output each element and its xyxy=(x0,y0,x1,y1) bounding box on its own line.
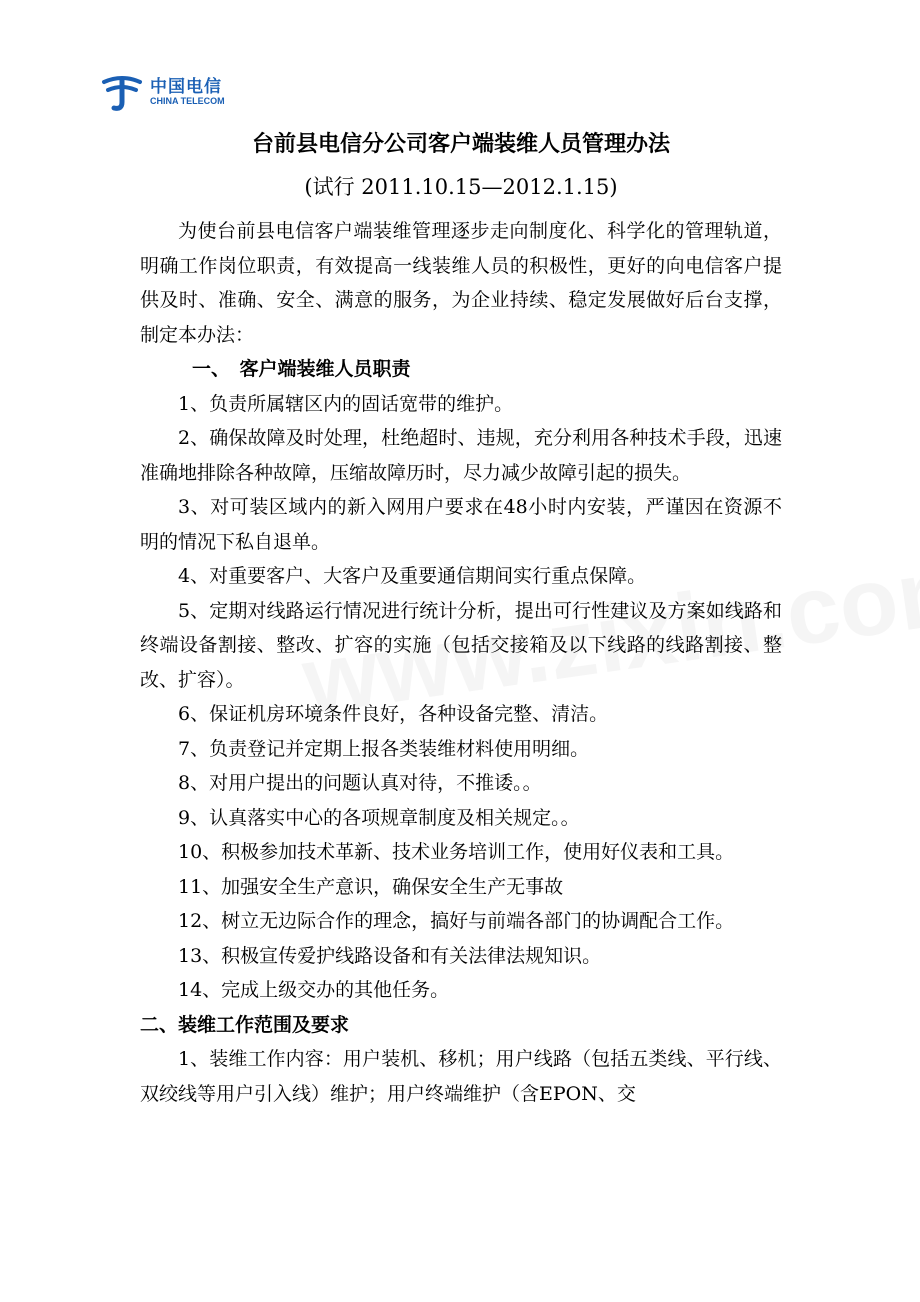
duty-item: 7、负责登记并定期上报各类装维材料使用明细。 xyxy=(178,737,590,760)
document-subtitle: (试行 2011.10.15—2012.1.15) xyxy=(304,175,618,199)
section-heading-duties: 一、 客户端装维人员职责 xyxy=(192,358,411,380)
duty-item: 5、定期对线路运行情况进行统计分析，提出可行性建议及方案如线路和终端设备割接、整改、扩容的实施（包括交接箱及以下线路的线路割接、整改、扩容）。 xyxy=(140,599,782,691)
logo-english-name: CHINA TELECOM xyxy=(150,95,225,106)
logo-chinese-name: 中国电信 xyxy=(150,76,222,97)
document-body xyxy=(140,124,782,1111)
duty-item: 13、积极宣传爱护线路设备和有关法律法规知识。 xyxy=(178,944,602,967)
duty-item: 3、对可装区域内的新入网用户要求在48小时内安装，严谨因在资源不明的情况下私自退单。 xyxy=(140,496,782,553)
section-heading-scope: 二、装维工作范围及要求 xyxy=(140,1013,350,1036)
duty-item: 12、树立无边际合作的理念，搞好与前端各部门的协调配合工作。 xyxy=(178,910,735,932)
duty-item: 6、保证机房环境条件良好，各种设备完整、清洁。 xyxy=(178,703,609,725)
document-title: 台前县电信分公司客户端装维人员管理办法 xyxy=(251,131,670,157)
china-telecom-emblem-icon xyxy=(100,72,144,112)
duty-item: 4、对重要客户、大客户及重要通信期间实行重点保障。 xyxy=(178,565,647,587)
china-telecom-logo xyxy=(100,72,225,112)
intro-paragraph: 为使台前县电信客户端装维管理逐步走向制度化、科学化的管理轨道，明确工作岗位职责，有效提高一线装维人员的积极性，更好的向电信客户提供及时、准确、安全、满意的服务，为企业持续、稳定发展做好后台支撑，制定本办法： xyxy=(140,220,782,346)
duty-item: 10、积极参加技术革新、技术业务培训工作，使用好仪表和工具。 xyxy=(178,841,735,863)
duty-item: 1、负责所属辖区内的固话宽带的维护。 xyxy=(178,392,514,415)
scope-item-1: 1、装维工作内容：用户装机、移机；用户线路（包括五类线、平行线、双绞线等用户引入线）维护；用户终端维护（含EPON、交 xyxy=(140,1048,782,1105)
duty-item: 8、对用户提出的问题认真对待，不推诿。。 xyxy=(178,772,542,794)
duty-item: 2、确保故障及时处理，杜绝超时、违规，充分利用各种技术手段，迅速准确地排除各种故障，压缩故障历时，尽力减少故障引起的损失。 xyxy=(140,427,782,484)
duty-item: 11、加强安全生产意识，确保安全生产无事故 xyxy=(178,875,564,898)
duty-list xyxy=(140,387,782,1008)
duty-item: 9、认真落实中心的各项规章制度及相关规定。。 xyxy=(178,806,580,829)
duty-item: 14、完成上级交办的其他任务。 xyxy=(178,979,450,1001)
